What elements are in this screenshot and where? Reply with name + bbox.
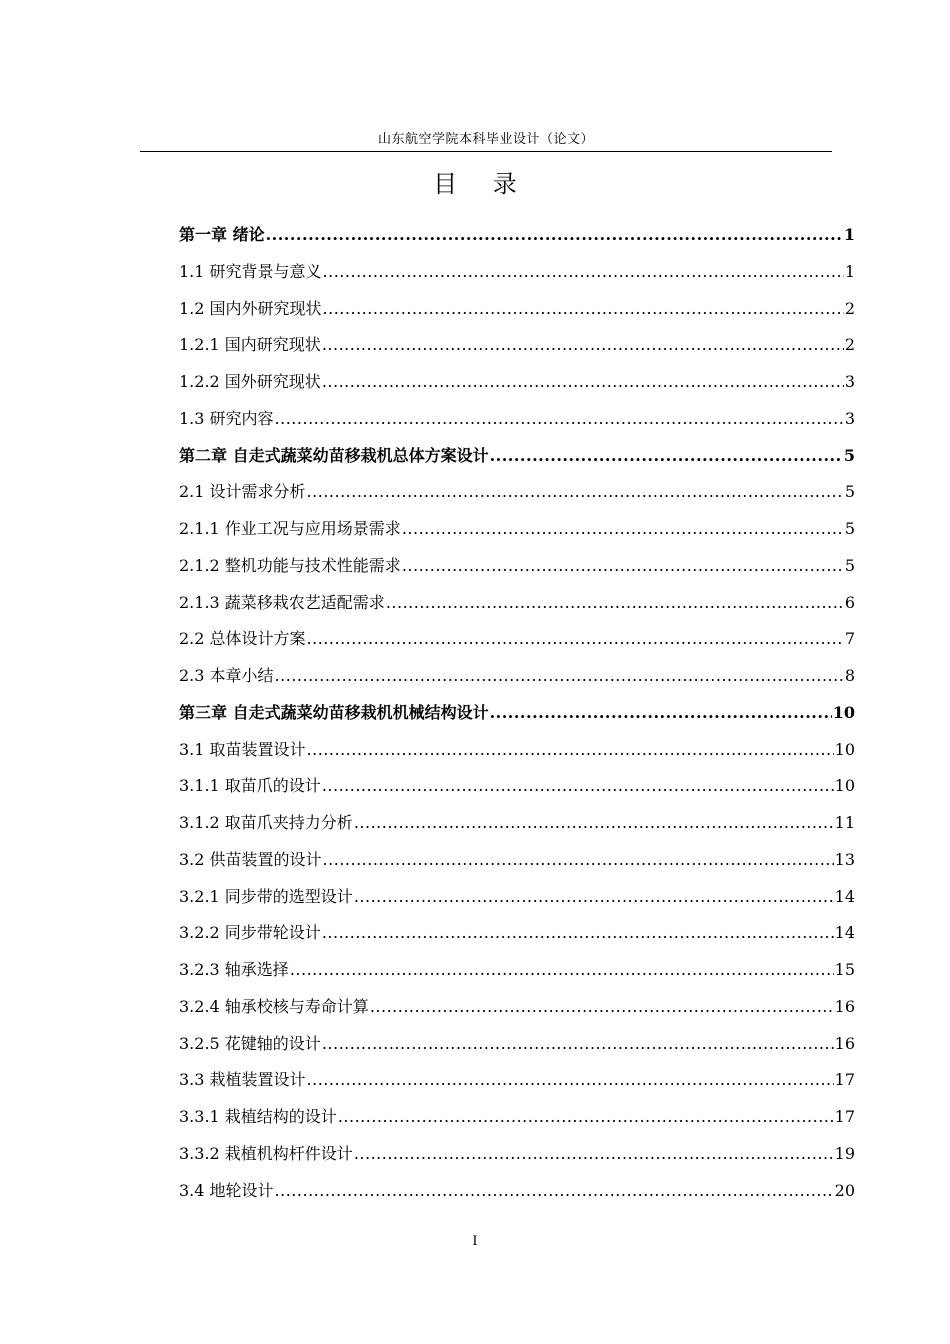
toc-entry-label: 3.4 地轮设计 [179, 1180, 274, 1200]
toc-dot-leader [290, 960, 834, 979]
toc-entry[interactable] [179, 626, 855, 663]
toc-dot-leader [323, 262, 844, 281]
toc-dot-leader [354, 1144, 834, 1163]
page-number: I [472, 1234, 478, 1249]
toc-entry[interactable] [179, 737, 855, 774]
toc-dot-leader [490, 446, 843, 465]
toc-entry-label: 3.1 取苗装置设计 [179, 739, 306, 759]
toc-entry-page: 14 [834, 923, 855, 943]
toc-entry[interactable] [179, 369, 855, 406]
toc-entry-page: 3 [844, 408, 855, 428]
toc-entry-page: 20 [834, 1180, 855, 1200]
toc-entry-page: 13 [834, 849, 855, 869]
toc-dot-leader [307, 1070, 834, 1089]
toc-entry-label: 1.2.2 国外研究现状 [179, 372, 321, 391]
toc-entry-page: 10 [834, 776, 855, 796]
toc-dot-leader [338, 1107, 834, 1126]
toc-entry-page: 5 [844, 482, 855, 502]
page-header: 山东航空学院本科毕业设计（论文） [377, 132, 594, 147]
toc-entry-label: 2.2 总体设计方案 [179, 629, 306, 649]
toc-entry[interactable] [179, 1031, 855, 1068]
toc-entry[interactable] [179, 516, 855, 553]
toc-entry-page: 16 [834, 1033, 855, 1053]
toc-entry-label: 1.3 研究内容 [179, 408, 274, 428]
toc-dot-leader [322, 372, 844, 391]
table-of-contents [179, 222, 855, 1214]
toc-entry-label: 3.3.2 栽植机构杆件设计 [179, 1143, 353, 1163]
toc-entry-label: 2.3 本章小结 [179, 666, 274, 685]
toc-entry-page: 5 [844, 519, 855, 538]
toc-entry[interactable] [179, 259, 855, 296]
toc-entry-label: 3.2.2 同步带轮设计 [179, 923, 321, 943]
toc-dot-leader [322, 776, 834, 795]
toc-entry[interactable] [179, 994, 855, 1031]
toc-entry-page: 6 [844, 592, 855, 612]
toc-dot-leader [323, 299, 844, 318]
toc-entry-label: 1.2 国内外研究现状 [179, 298, 322, 318]
toc-entry[interactable] [179, 847, 855, 884]
toc-entry[interactable] [179, 1178, 855, 1215]
toc-dot-leader [307, 629, 844, 648]
toc-title: 目 录 [433, 170, 531, 198]
toc-entry[interactable] [179, 957, 855, 994]
toc-entry[interactable] [179, 773, 855, 810]
toc-entry-label: 3.2.4 轴承校核与寿命计算 [179, 996, 369, 1016]
toc-entry-label: 3.2.1 同步带的选型设计 [179, 886, 353, 906]
toc-entry[interactable] [179, 479, 855, 516]
toc-dot-leader [354, 887, 834, 906]
toc-entry[interactable] [179, 1141, 855, 1178]
toc-entry-label: 3.2.3 轴承选择 [179, 960, 289, 979]
toc-entry[interactable] [179, 1104, 855, 1141]
toc-entry-page: 17 [834, 1107, 855, 1126]
toc-entry-page: 17 [834, 1070, 855, 1090]
toc-dot-leader [323, 850, 834, 869]
toc-entry-page: 11 [834, 813, 855, 832]
toc-entry-page: 19 [834, 1143, 855, 1163]
toc-dot-leader [322, 1034, 834, 1053]
toc-entry-label: 第一章 绪论 [179, 225, 265, 244]
toc-entry[interactable] [179, 332, 855, 369]
toc-entry-page: 15 [834, 960, 855, 979]
toc-entry-label: 1.1 研究背景与意义 [179, 261, 322, 281]
toc-entry-label: 3.3 栽植装置设计 [179, 1070, 306, 1090]
toc-entry-label: 3.1.2 取苗爪夹持力分析 [179, 813, 353, 832]
toc-entry[interactable] [179, 443, 855, 480]
toc-entry-label: 第三章 自走式蔬菜幼苗移栽机机械结构设计 [179, 702, 489, 722]
toc-dot-leader [307, 740, 834, 759]
toc-entry[interactable] [179, 920, 855, 957]
toc-entry-label: 2.1 设计需求分析 [179, 482, 306, 502]
toc-entry-label: 3.1.1 取苗爪的设计 [179, 776, 321, 796]
toc-entry-page: 2 [844, 298, 855, 318]
toc-entry-page: 5 [843, 445, 855, 465]
toc-dot-leader [370, 997, 834, 1016]
toc-entry-page: 2 [844, 335, 855, 355]
toc-dot-leader [386, 593, 844, 612]
toc-entry[interactable] [179, 700, 855, 737]
toc-entry[interactable] [179, 663, 855, 700]
toc-entry-page: 7 [844, 629, 855, 649]
toc-entry-page: 3 [844, 372, 855, 391]
toc-entry[interactable] [179, 884, 855, 921]
toc-entry[interactable] [179, 810, 855, 847]
toc-entry-label: 2.1.1 作业工况与应用场景需求 [179, 519, 401, 538]
toc-entry-page: 1 [844, 261, 855, 281]
toc-dot-leader [275, 666, 844, 685]
toc-entry-label: 2.1.3 蔬菜移栽农艺适配需求 [179, 592, 385, 612]
toc-entry-label: 1.2.1 国内研究现状 [179, 335, 321, 355]
toc-entry-page: 1 [843, 225, 855, 244]
toc-dot-leader [275, 409, 844, 428]
toc-entry-page: 8 [844, 666, 855, 685]
toc-entry[interactable] [179, 553, 855, 590]
toc-dot-leader [322, 335, 844, 354]
toc-entry[interactable] [179, 1067, 855, 1104]
toc-dot-leader [322, 923, 834, 942]
toc-entry-label: 3.2 供苗装置的设计 [179, 849, 322, 869]
toc-entry[interactable] [179, 222, 855, 259]
toc-entry-page: 5 [844, 555, 855, 575]
toc-entry[interactable] [179, 590, 855, 627]
toc-entry[interactable] [179, 406, 855, 443]
toc-dot-leader [307, 482, 844, 501]
header-rule [140, 151, 832, 152]
toc-dot-leader [266, 225, 843, 244]
toc-entry-page: 10 [832, 702, 855, 722]
toc-entry-page: 10 [834, 739, 855, 759]
toc-dot-leader [402, 556, 844, 575]
toc-entry-label: 2.1.2 整机功能与技术性能需求 [179, 555, 401, 575]
toc-dot-leader [354, 813, 834, 832]
toc-dot-leader [490, 703, 832, 722]
toc-entry-label: 3.3.1 栽植结构的设计 [179, 1107, 337, 1126]
toc-entry-page: 16 [834, 996, 855, 1016]
toc-dot-leader [402, 519, 844, 538]
toc-entry[interactable] [179, 296, 855, 333]
toc-entry-label: 第二章 自走式蔬菜幼苗移栽机总体方案设计 [179, 445, 489, 465]
toc-entry-label: 3.2.5 花键轴的设计 [179, 1033, 321, 1053]
toc-dot-leader [275, 1181, 834, 1200]
toc-entry-page: 14 [834, 886, 855, 906]
